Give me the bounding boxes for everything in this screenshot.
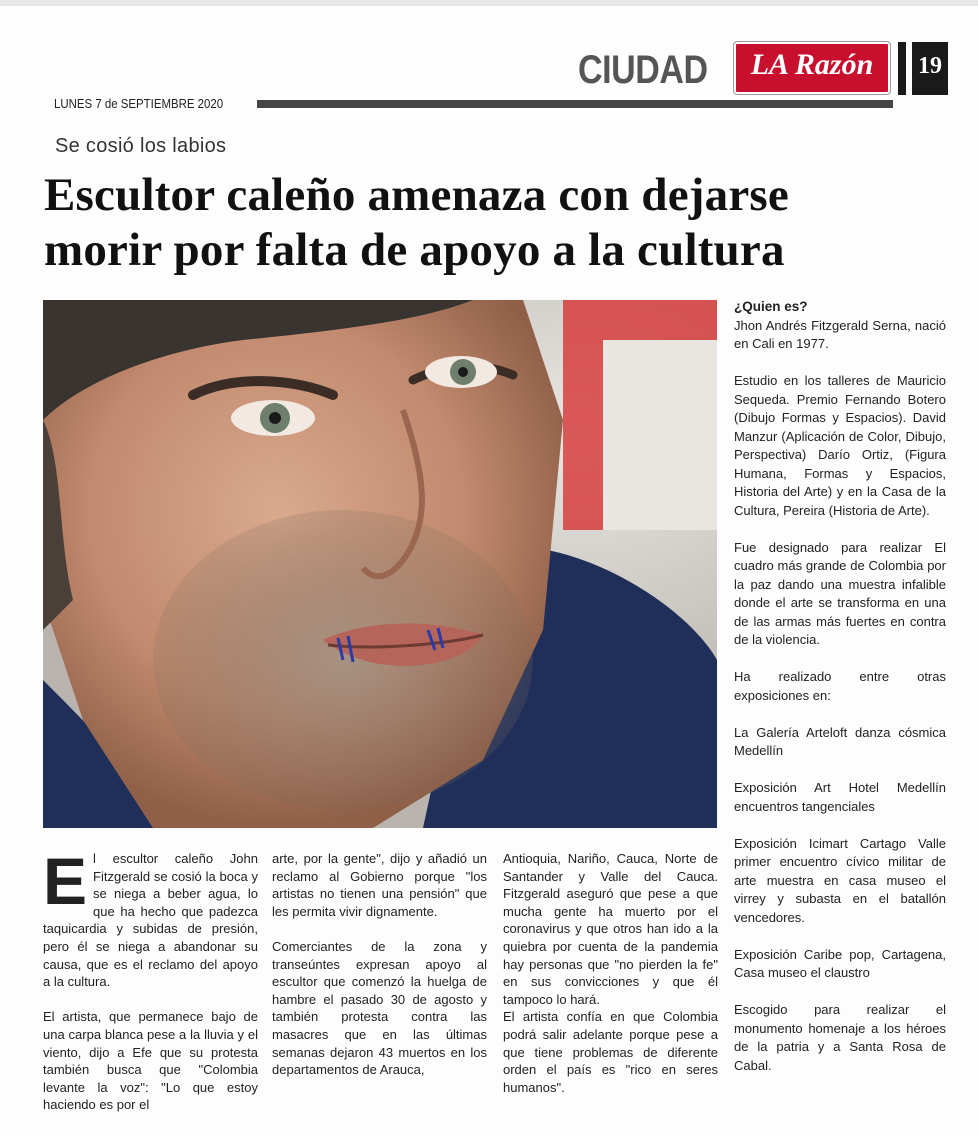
article-photo — [43, 300, 717, 828]
sidebar-paragraph: Exposición Icimart Cartago Valle primer encuentro cívico militar de arte muestra en casa museo el virrey y subasta en el batallón vencedores. — [734, 835, 946, 925]
article-column-3 — [503, 850, 718, 1114]
article-paragraph-text: l escultor caleño John Fitzgerald se cosió la boca y se niega a beber agua, lo que ha hecho que padezca taquicardia y subidas de presión, pero él se niega a abandonar su causa, que es el reclamo del apoyo a la cultura. — [43, 851, 258, 990]
article-headline — [44, 168, 944, 278]
headline-line-1: Escultor caleño amenaza con dejarse — [44, 169, 789, 221]
sidebar-paragraph: La Galería Arteloft danza cósmica Medellín — [734, 724, 946, 758]
header-rule — [257, 100, 893, 108]
article-paragraph: arte, por la gente", dijo y añadió un reclamo al Gobierno porque "los artistas no tienen una pensión" que les permita vivir dignamente. — [272, 851, 487, 919]
article-column-2 — [272, 850, 487, 1096]
article-paragraph — [43, 844, 258, 991]
drop-cap: E — [43, 844, 88, 918]
section-title: CIUDAD — [578, 48, 708, 92]
article-kicker: Se cosió los labios — [55, 135, 227, 157]
sidebar-paragraph: Exposición Art Hotel Medellín encuentros tangenciales — [734, 780, 946, 814]
sidebar-paragraph: Exposición Caribe pop, Cartagena, Casa museo el claustro — [734, 946, 946, 980]
sculptor-portrait-illustration — [43, 300, 717, 828]
sidebar-title: ¿Quien es? — [734, 299, 808, 314]
article-paragraph: El artista, que permanece bajo de una carpa blanca pese a la lluvia y el viento, dijo a Efe que su protesta también busca que "Colombia levante la voz": "Lo que estoy haciendo es por el — [43, 1009, 258, 1113]
sidebar-paragraph: Jhon Andrés Fitzgerald Serna, nació en Cali en 1977. — [734, 317, 946, 351]
headline-line-2: morir por falta de apoyo a la cultura — [44, 224, 785, 276]
sidebar-paragraph: Estudio en los talleres de Mauricio Sequeda. Premio Fernando Botero (Dibujo Formas y Espacios). David Manzur (Aplicación de Color, Dibujo, Perspectiva) Darío Ortiz, (Figura Humana, Formas y Espacios, Historia del Arte) y en la Casa de la Cultura, Pereira (Historia de Arte). — [734, 373, 946, 518]
top-band — [0, 0, 978, 6]
newspaper-logo — [734, 42, 890, 94]
article-paragraph: Antioquia, Nariño, Cauca, Norte de Santander y Valle del Cauca. Fitzgerald aseguró que pese a que mucha gente ha muerto por el coronavirus y que otros han ido a la quiebra por cuenta de la pandemia hay personas que "no pierden la fe" en sus convicciones y que él tampoco lo hará. — [503, 851, 718, 1007]
article-paragraph: El artista confía en que Colombia podrá salir adelante porque pese a que tiene problemas de diferente orden el país es "rico en seres humanos". — [503, 1009, 718, 1095]
article-paragraph: Comerciantes de la zona y transeúntes expresan apoyo al escultor que comenzó la huelga de hambre el pasado 30 de agosto y también protesta contra las masacres que en las últimas semanas dejaron 43 muertos en los departamentos de Arauca, — [272, 938, 487, 1078]
sidebar-paragraph: Escogido para realizar el monumento homenaje a los héroes de la patria y a Santa Rosa de Cabal. — [734, 1002, 946, 1073]
logo-text: LA Razón — [750, 48, 874, 81]
bio-sidebar — [734, 298, 946, 1094]
page-number: 19 — [912, 42, 948, 95]
header-divider — [898, 42, 906, 95]
sidebar-paragraph: Fue designado para realizar El cuadro más grande de Colombia por la paz dando una muestra infalible donde el arte se transforma en una de las armas más fuertes en contra de la violencia. — [734, 539, 946, 647]
issue-date: LUNES 7 de SEPTIEMBRE 2020 — [54, 96, 224, 111]
sidebar-paragraph: Ha realizado entre otras exposiciones en: — [734, 669, 946, 703]
article-column-1 — [43, 844, 258, 1132]
